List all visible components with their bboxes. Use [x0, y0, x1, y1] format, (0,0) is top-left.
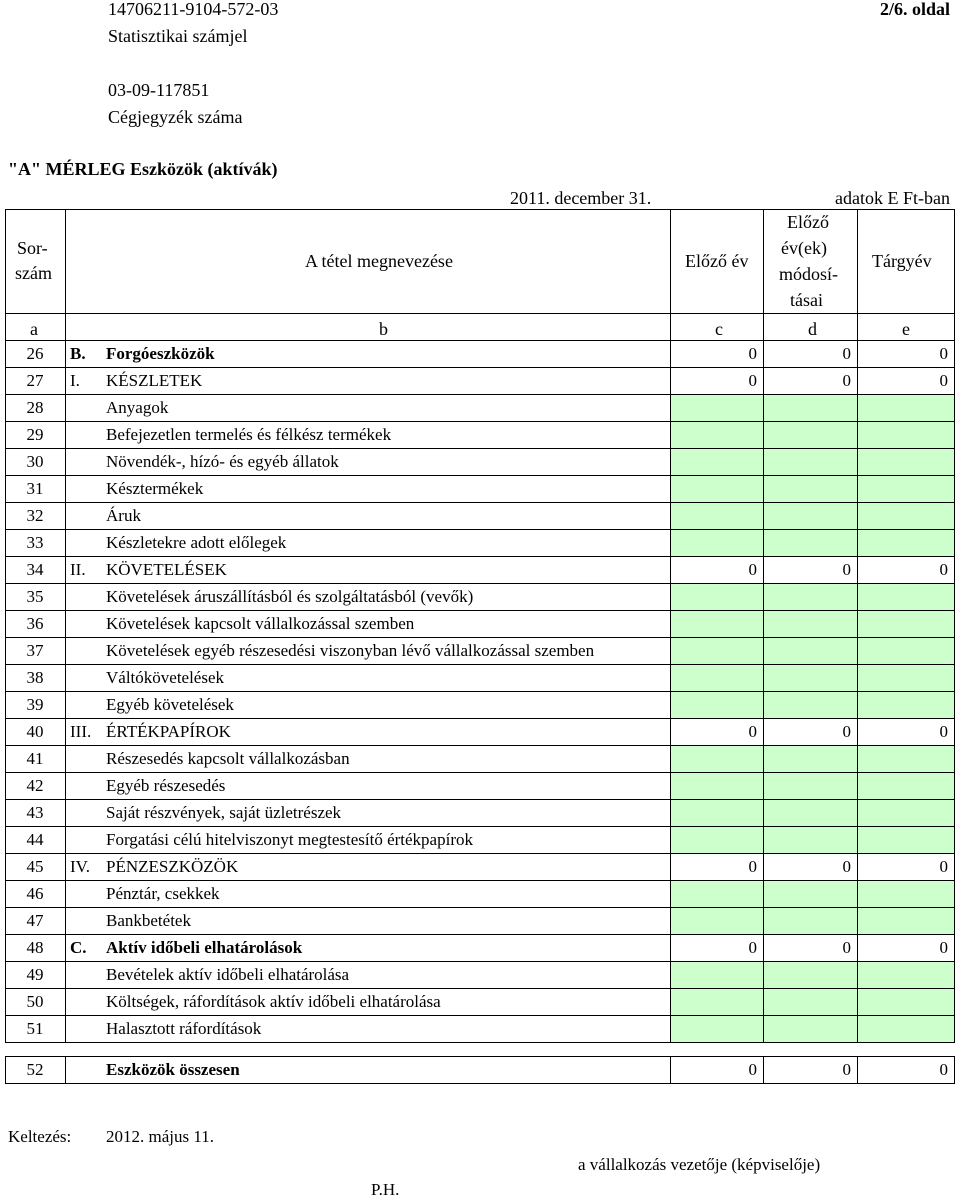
signature-label: a vállalkozás vezetője (képviselője) — [578, 1155, 821, 1174]
table-row — [0, 1015, 960, 1042]
row-prev-year-value — [670, 1015, 763, 1042]
row-prev-year-value — [670, 691, 763, 718]
row-section-code: III. — [70, 721, 92, 741]
row-number: 46 — [26, 883, 44, 903]
row-current-year-value — [857, 907, 954, 934]
row-modification-value — [763, 583, 857, 610]
table-row — [0, 367, 960, 394]
row-number: 40 — [26, 721, 44, 741]
row-item-name: Forgatási célú hitelviszonyt megtestesítő értékpapírok — [106, 829, 473, 849]
grid-line — [5, 1083, 955, 1084]
grid-line — [670, 1056, 671, 1084]
row-modification-value: 0 — [842, 559, 851, 579]
table-row — [0, 718, 960, 745]
col-name-header: A tétel megnevezése — [305, 251, 453, 271]
row-prev-year-value — [670, 961, 763, 988]
row-item-name: Késztermékek — [106, 478, 204, 498]
row-current-year-value — [857, 745, 954, 772]
row-current-year-value: 0 — [939, 370, 948, 390]
grid-line — [65, 1056, 66, 1084]
row-prev-year-value — [670, 394, 763, 421]
table-row — [0, 907, 960, 934]
row-number: 47 — [26, 910, 44, 930]
table-row — [0, 475, 960, 502]
row-prev-year-value: 0 — [748, 721, 757, 741]
ph-label: P.H. — [371, 1180, 400, 1197]
row-modification-value — [763, 475, 857, 502]
row-current-year-value — [857, 502, 954, 529]
row-prev-year-value — [670, 502, 763, 529]
grid-line — [65, 209, 66, 1043]
row-prev-year-value — [670, 448, 763, 475]
row-modification-value: 0 — [842, 856, 851, 876]
table-row — [0, 394, 960, 421]
grid-line — [5, 1015, 955, 1016]
row-current-year-value — [857, 421, 954, 448]
row-modification-value — [763, 799, 857, 826]
grid-line — [857, 1056, 858, 1084]
grid-line — [5, 718, 955, 719]
grid-line — [5, 1042, 955, 1043]
row-modification-value — [763, 772, 857, 799]
row-number: 27 — [26, 370, 44, 390]
grid-line — [5, 691, 955, 692]
row-item-name: ÉRTÉKPAPÍROK — [106, 721, 231, 741]
row-item-name: Befejezetlen termelés és félkész termékek — [106, 424, 392, 444]
row-item-name: Bevételek aktív időbeli elhatárolása — [106, 964, 350, 984]
row-modification-value: 0 — [842, 937, 851, 957]
row-current-year-value: 0 — [939, 559, 948, 579]
table-row — [0, 880, 960, 907]
row-prev-year-value — [670, 799, 763, 826]
table-row — [0, 772, 960, 799]
table-row — [0, 799, 960, 826]
row-item-name: Egyéb követelések — [106, 694, 234, 714]
grid-line — [5, 745, 955, 746]
row-current-year-value — [857, 448, 954, 475]
row-number: 44 — [26, 829, 44, 849]
row-number: 36 — [26, 613, 44, 633]
row-prev-year-value — [670, 529, 763, 556]
row-modification-value — [763, 502, 857, 529]
row-current-year-value — [857, 529, 954, 556]
row-modification-value — [763, 1015, 857, 1042]
row-modification-value — [763, 880, 857, 907]
reg-label: Cégjegyzék száma — [108, 107, 243, 127]
row-item-name: Pénztár, csekkek — [106, 883, 220, 903]
row-current-year-value: 0 — [939, 937, 948, 957]
grid-line — [5, 502, 955, 503]
row-modification-value — [763, 529, 857, 556]
col-letter-b: b — [379, 319, 388, 339]
row-number: 41 — [26, 748, 44, 768]
row-modification-value — [763, 907, 857, 934]
row-prev-year-value — [670, 772, 763, 799]
row-current-year-value — [857, 394, 954, 421]
grid-line — [5, 209, 6, 1043]
grid-line — [5, 853, 955, 854]
grid-line — [5, 880, 955, 881]
row-number: 50 — [26, 991, 44, 1011]
grid-line — [5, 637, 955, 638]
grid-line — [763, 209, 764, 1043]
row-current-year-value — [857, 988, 954, 1015]
grid-line — [5, 934, 955, 935]
table-row — [0, 853, 960, 880]
table-row — [0, 610, 960, 637]
row-number: 32 — [26, 505, 44, 525]
grid-line — [5, 583, 955, 584]
table-row — [0, 745, 960, 772]
row-item-name: Forgóeszközök — [106, 343, 215, 363]
row-number: 51 — [26, 1018, 44, 1038]
row-prev-year-value — [670, 475, 763, 502]
row-number: 39 — [26, 694, 44, 714]
page-number: 2/6. oldal — [879, 0, 950, 19]
table-row — [0, 502, 960, 529]
row-number: 49 — [26, 964, 44, 984]
grid-line — [5, 529, 955, 530]
grid-line — [954, 209, 955, 1043]
grid-line — [5, 475, 955, 476]
grid-line — [670, 209, 671, 1043]
stat-number: 14706211-9104-572-03 — [108, 0, 279, 19]
total-row-name: Eszközök összesen — [106, 1059, 240, 1079]
row-number: 48 — [26, 937, 44, 957]
row-number: 29 — [26, 424, 44, 444]
row-section-code: II. — [70, 559, 86, 579]
row-number: 35 — [26, 586, 44, 606]
row-number: 45 — [26, 856, 44, 876]
col-mod-line4: tásai — [790, 290, 823, 310]
row-item-name: KÉSZLETEK — [106, 370, 203, 390]
row-prev-year-value — [670, 907, 763, 934]
row-prev-year-value — [670, 583, 763, 610]
row-modification-value — [763, 691, 857, 718]
total-prev-year-value: 0 — [748, 1059, 757, 1079]
page-title: "A" MÉRLEG Eszközök (aktívák) — [8, 159, 278, 179]
grid-line — [5, 664, 955, 665]
total-modification-value: 0 — [842, 1059, 851, 1079]
row-modification-value — [763, 610, 857, 637]
table-row — [0, 691, 960, 718]
row-item-name: Váltókövetelések — [106, 667, 225, 687]
row-modification-value — [763, 448, 857, 475]
table-row — [0, 934, 960, 961]
grid-line — [5, 313, 955, 314]
col-sorszam-line1: Sor- — [17, 238, 48, 258]
row-modification-value: 0 — [842, 721, 851, 741]
row-item-name: Egyéb részesedés — [106, 775, 226, 795]
row-modification-value — [763, 394, 857, 421]
row-item-name: Saját részvények, saját üzletrészek — [106, 802, 342, 822]
grid-line — [763, 1056, 764, 1084]
reg-number: 03-09-117851 — [108, 80, 210, 100]
row-modification-value — [763, 988, 857, 1015]
grid-line — [5, 1056, 955, 1057]
stat-label: Statisztikai számjel — [108, 26, 248, 46]
row-current-year-value — [857, 583, 954, 610]
row-prev-year-value: 0 — [748, 370, 757, 390]
unit-label: adatok E Ft-ban — [835, 188, 950, 208]
grid-line — [954, 1056, 955, 1084]
row-item-name: Áruk — [106, 505, 141, 525]
table-row — [0, 988, 960, 1015]
col-current-header: Tárgyév — [872, 251, 932, 271]
table-row — [0, 340, 960, 367]
table-row — [0, 448, 960, 475]
row-item-name: Halasztott ráfordítások — [106, 1018, 262, 1038]
row-section-code: I. — [70, 370, 80, 390]
report-date: 2011. december 31. — [510, 188, 652, 208]
row-current-year-value — [857, 826, 954, 853]
grid-line — [5, 988, 955, 989]
row-prev-year-value — [670, 988, 763, 1015]
row-current-year-value — [857, 475, 954, 502]
row-number: 30 — [26, 451, 44, 471]
table-row — [0, 529, 960, 556]
row-section-code: B. — [70, 343, 86, 363]
table-row — [0, 556, 960, 583]
row-item-name: Növendék-, hízó- és egyéb állatok — [106, 451, 339, 471]
row-prev-year-value: 0 — [748, 559, 757, 579]
row-item-name: Aktív időbeli elhatárolások — [106, 937, 303, 957]
grid-line — [5, 1056, 6, 1084]
row-item-name: Költségek, ráfordítások aktív időbeli elhatárolása — [106, 991, 441, 1011]
grid-line — [5, 209, 955, 210]
row-current-year-value — [857, 799, 954, 826]
table-row — [0, 421, 960, 448]
row-current-year-value — [857, 637, 954, 664]
row-item-name: Anyagok — [106, 397, 169, 417]
row-modification-value — [763, 745, 857, 772]
row-modification-value — [763, 664, 857, 691]
row-number: 28 — [26, 397, 44, 417]
row-modification-value: 0 — [842, 370, 851, 390]
row-current-year-value: 0 — [939, 343, 948, 363]
col-letter-e: e — [902, 319, 910, 339]
row-current-year-value — [857, 961, 954, 988]
row-prev-year-value: 0 — [748, 343, 757, 363]
row-number: 42 — [26, 775, 44, 795]
row-item-name: KÖVETELÉSEK — [106, 559, 227, 579]
row-current-year-value — [857, 880, 954, 907]
row-prev-year-value — [670, 664, 763, 691]
col-mod-line3: módosí- — [779, 264, 839, 284]
grid-line — [5, 799, 955, 800]
row-item-name: Részesedés kapcsolt vállalkozásban — [106, 748, 350, 768]
date-value: 2012. május 11. — [106, 1127, 214, 1146]
row-modification-value: 0 — [842, 343, 851, 363]
date-label: Keltezés: — [8, 1127, 72, 1146]
col-letter-a: a — [30, 319, 38, 339]
row-section-code: C. — [70, 937, 87, 957]
col-letter-d: d — [808, 319, 817, 339]
table-row — [0, 583, 960, 610]
col-mod-line1: Előző — [787, 212, 829, 232]
row-number: 33 — [26, 532, 44, 552]
row-current-year-value — [857, 610, 954, 637]
row-number: 26 — [26, 343, 44, 363]
total-current-year-value: 0 — [939, 1059, 948, 1079]
grid-line — [5, 394, 955, 395]
grid-line — [857, 209, 858, 1043]
row-prev-year-value — [670, 745, 763, 772]
row-current-year-value: 0 — [939, 856, 948, 876]
table-row — [0, 826, 960, 853]
table-row — [0, 664, 960, 691]
grid-line — [5, 421, 955, 422]
row-modification-value — [763, 961, 857, 988]
row-item-name: Bankbetétek — [106, 910, 191, 930]
grid-line — [5, 556, 955, 557]
grid-line — [5, 448, 955, 449]
grid-line — [5, 367, 955, 368]
row-prev-year-value — [670, 826, 763, 853]
row-item-name: Készletekre adott előlegek — [106, 532, 287, 552]
row-prev-year-value — [670, 637, 763, 664]
row-current-year-value — [857, 1015, 954, 1042]
total-row — [0, 1056, 960, 1083]
grid-line — [5, 907, 955, 908]
row-modification-value — [763, 637, 857, 664]
row-number: 34 — [26, 559, 44, 579]
row-current-year-value — [857, 772, 954, 799]
row-number: 38 — [26, 667, 44, 687]
row-current-year-value — [857, 691, 954, 718]
col-prev-year-header: Előző év — [685, 251, 749, 271]
grid-line — [5, 340, 955, 341]
row-prev-year-value — [670, 421, 763, 448]
row-current-year-value: 0 — [939, 721, 948, 741]
grid-line — [5, 772, 955, 773]
row-number: 31 — [26, 478, 44, 498]
grid-line — [5, 826, 955, 827]
table-row — [0, 637, 960, 664]
row-number: 43 — [26, 802, 44, 822]
col-letter-c: c — [715, 319, 723, 339]
row-item-name: Követelések egyéb részesedési viszonyban lévő vállalkozással szemben — [106, 640, 595, 660]
row-modification-value — [763, 421, 857, 448]
col-sorszam-line2: szám — [15, 263, 52, 283]
row-item-name: PÉNZESZKÖZÖK — [106, 856, 239, 876]
grid-line — [5, 610, 955, 611]
row-item-name: Követelések kapcsolt vállalkozással szemben — [106, 613, 415, 633]
row-current-year-value — [857, 664, 954, 691]
row-item-name: Követelések áruszállításból és szolgáltatásból (vevők) — [106, 586, 474, 606]
col-mod-line2: év(ek) — [781, 238, 827, 258]
row-prev-year-value: 0 — [748, 937, 757, 957]
row-section-code: IV. — [70, 856, 90, 876]
row-prev-year-value — [670, 880, 763, 907]
row-prev-year-value: 0 — [748, 856, 757, 876]
row-number: 37 — [26, 640, 44, 660]
grid-line — [5, 961, 955, 962]
row-prev-year-value — [670, 610, 763, 637]
table-row — [0, 961, 960, 988]
total-row-number: 52 — [26, 1059, 44, 1079]
row-modification-value — [763, 826, 857, 853]
